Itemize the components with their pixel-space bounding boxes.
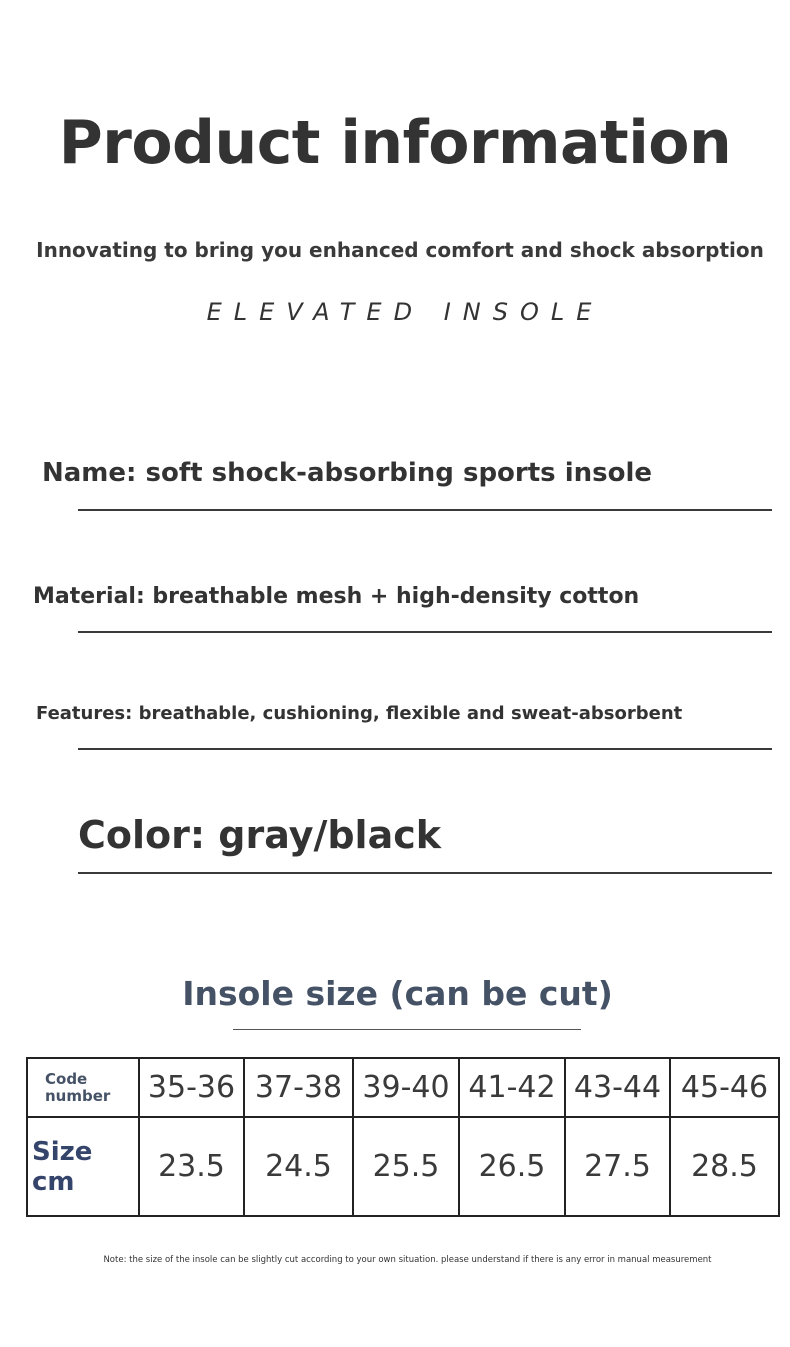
info-material: Material: breathable mesh + high-density cotton xyxy=(33,584,640,609)
size-cell: 26.5 xyxy=(459,1117,565,1216)
size-cell: 28.5 xyxy=(670,1117,779,1216)
table-row-code xyxy=(27,1058,779,1117)
size-cell: 23.5 xyxy=(139,1117,244,1216)
code-cell: 43-44 xyxy=(565,1058,670,1117)
measurement-note: Note: the size of the insole can be slightly cut according to your own situation. please understand if there is any error in manual measurement xyxy=(103,1255,712,1265)
row-header-size: Size cm xyxy=(27,1117,139,1216)
row-header-code: Code number xyxy=(27,1058,139,1117)
info-name: Name: soft shock-absorbing sports insole xyxy=(42,458,652,488)
code-cell: 39-40 xyxy=(353,1058,459,1117)
info-color: Color: gray/black xyxy=(78,813,442,857)
divider-name xyxy=(78,509,772,511)
tagline: ELEVATED INSOLE xyxy=(206,298,604,326)
divider-features xyxy=(78,748,772,750)
code-cell: 37-38 xyxy=(244,1058,353,1117)
size-table xyxy=(26,1057,780,1217)
size-cell: 25.5 xyxy=(353,1117,459,1216)
size-section-title: Insole size (can be cut) xyxy=(182,974,613,1013)
size-title-underline xyxy=(233,1029,581,1030)
size-cell: 24.5 xyxy=(244,1117,353,1216)
code-cell: 41-42 xyxy=(459,1058,565,1117)
page-title: Product information xyxy=(58,108,732,178)
info-features: Features: breathable, cushioning, flexible and sweat-absorbent xyxy=(36,703,683,724)
table-row-size xyxy=(27,1117,779,1216)
code-cell: 45-46 xyxy=(670,1058,779,1117)
size-cell: 27.5 xyxy=(565,1117,670,1216)
divider-color xyxy=(78,872,772,874)
code-cell: 35-36 xyxy=(139,1058,244,1117)
page-subtitle: Innovating to bring you enhanced comfort and shock absorption xyxy=(36,238,764,262)
divider-material xyxy=(78,631,772,633)
